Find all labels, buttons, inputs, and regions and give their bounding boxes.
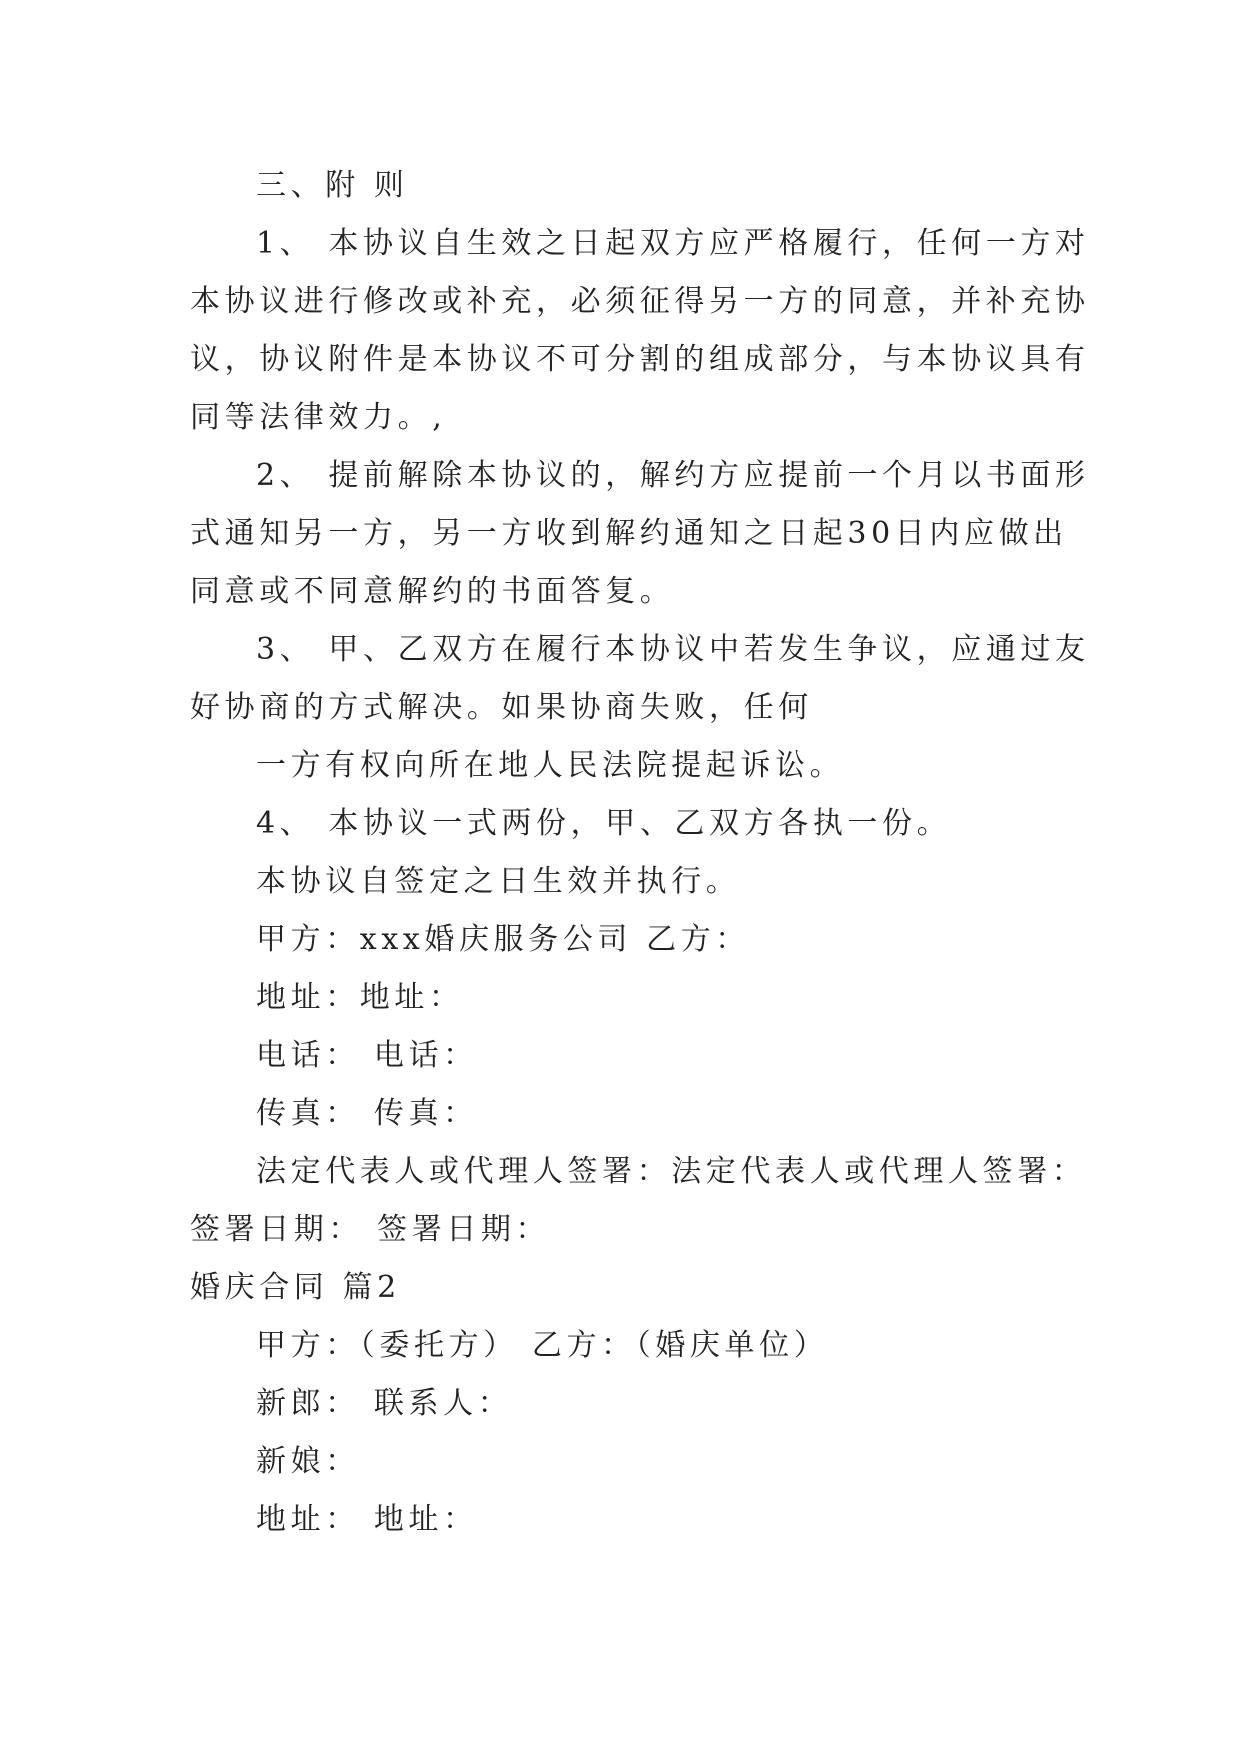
effective-line: 本协议自签定之日生效并执行。 (256, 864, 741, 899)
fax-line: 传真： 传真： (256, 1096, 478, 1131)
groom-line: 新郎： 联系人： (256, 1386, 513, 1421)
sign-date-line: 签署日期： 签署日期： (190, 1212, 551, 1247)
party-line: 甲方：xxx婚庆服务公司 乙方： (256, 922, 750, 957)
contract-2-address-line: 地址： 地址： (256, 1502, 478, 1537)
clause-3-line-2: 好协商的方式解决。如果协商失败，任何 (190, 690, 813, 725)
clause-2-line-1: 2、 提前解除本协议的，解约方应提前一个月以书面形 (256, 458, 1090, 493)
clause-3-line-1: 3、 甲、乙双方在履行本协议中若发生争议，应通过友 (256, 632, 1090, 667)
address-line: 地址：地址： (256, 980, 464, 1015)
clause-1-line-4: 同等法律效力。, (190, 400, 447, 435)
clause-3-line-3: 一方有权向所在地人民法院提起诉讼。 (256, 748, 845, 783)
section-heading: 三、附 则 (256, 168, 409, 203)
bride-line: 新娘： (256, 1444, 360, 1479)
clause-1-line-1: 1、 本协议自生效之日起双方应严格履行，任何一方对 (256, 226, 1090, 261)
signature-line: 法定代表人或代理人签署：法定代表人或代理人签署： (256, 1154, 1087, 1189)
clause-2-line-3: 同意或不同意解约的书面答复。 (190, 574, 675, 609)
contract-2-party-line: 甲方：（委托方） 乙方：（婚庆单位） (256, 1328, 829, 1363)
phone-line: 电话： 电话： (256, 1038, 478, 1073)
clause-1-line-3: 议，协议附件是本协议不可分割的组成部分，与本协议具有 (190, 342, 1090, 377)
contract-2-title: 婚庆合同 篇2 (190, 1270, 401, 1305)
clause-2-line-2: 式通知另一方，另一方收到解约通知之日起30日内应做出 (190, 516, 1068, 551)
clause-4-line-1: 4、 本协议一式两份，甲、乙双方各执一份。 (256, 806, 952, 841)
clause-1-line-2: 本协议进行修改或补充，必须征得另一方的同意，并补充协 (190, 284, 1090, 319)
